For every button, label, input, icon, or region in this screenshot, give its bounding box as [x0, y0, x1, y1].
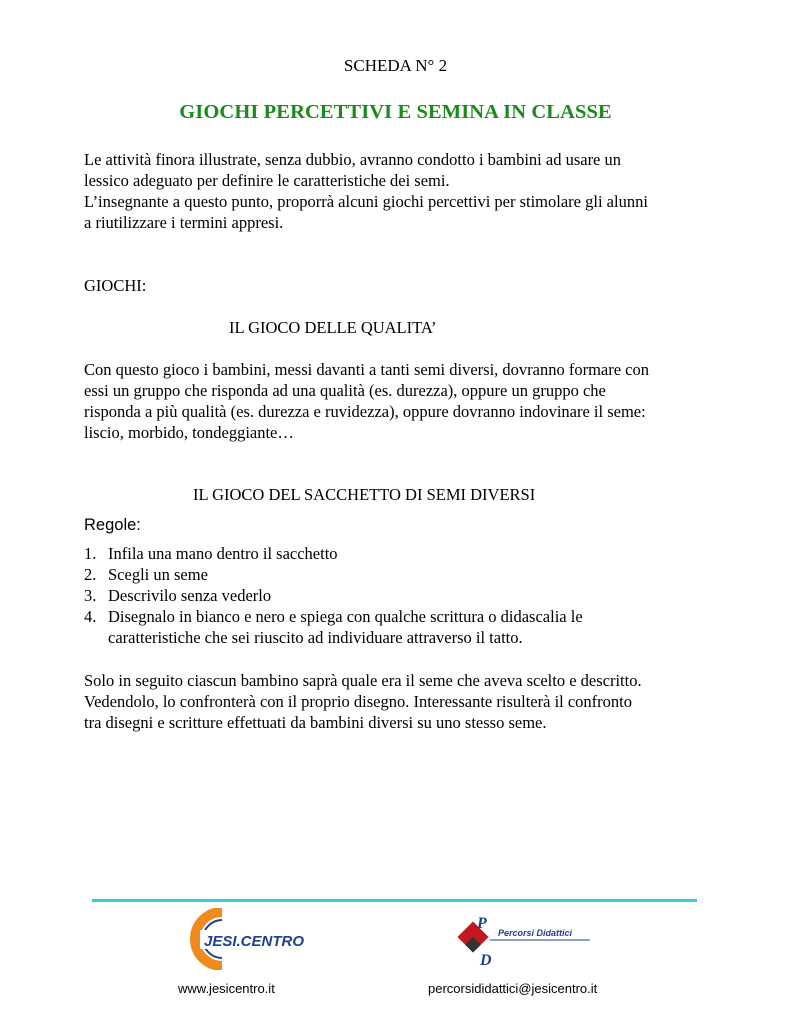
game1-line: Con questo gioco i bambini, messi davanti a tanti semi diversi, dovranno formare con [84, 360, 650, 379]
closing-line: Solo in seguito ciascun bambino saprà quale era il seme che aveva scelto e descritto. [84, 671, 642, 690]
rule-number: 1. [84, 544, 97, 563]
intro-line: Le attività finora illustrate, senza dubbio, avranno condotto i bambini ad usare un [84, 150, 622, 169]
closing-line: Vedendolo, lo confronterà con il proprio disegno. Interessante risulterà il confronto [84, 692, 633, 711]
rule-text: Disegnalo in bianco e nero e spiega con qualche scrittura o didascalia le [108, 607, 583, 626]
game1-line: risponda a più qualità (es. durezza e ruvidezza), oppure dovranno indovinare il seme: [84, 402, 646, 421]
closing-line: tra disegni e scritture effettuati da bambini diversi su uno stesso seme. [84, 713, 547, 732]
website-link[interactable]: www.jesicentro.it [178, 981, 275, 996]
game1-line: liscio, morbido, tondeggiante… [84, 423, 294, 442]
intro-line: lessico adeguato per definire le caratteristiche dei semi. [84, 171, 450, 190]
logo-letter-d: D [480, 952, 492, 969]
section-label: GIOCHI: [84, 276, 147, 295]
jesicentro-logo [184, 908, 314, 970]
rules-label: Regole: [84, 516, 141, 534]
rule-number: 4. [84, 607, 97, 626]
rule-text: Scegli un seme [108, 565, 208, 584]
footer-divider [92, 899, 697, 902]
rule-text: Infila una mano dentro il sacchetto [108, 544, 338, 563]
sheet-number: SCHEDA N° 2 [343, 56, 448, 75]
game1-line: essi un gruppo che risponda ad una qualità (es. durezza), oppure un gruppo che [84, 381, 606, 400]
percorsi-didattici-logo [450, 910, 600, 970]
logo-letter-p: P [477, 915, 487, 932]
jesicentro-logo-text: JESI.CENTRO [204, 933, 305, 950]
rule-number: 2. [84, 565, 97, 584]
logo-caption: Percorsi Didattici [498, 928, 573, 938]
page-title: GIOCHI PERCETTIVI E SEMINA IN CLASSE [179, 101, 612, 123]
rule-text: Descrivilo senza vederlo [108, 586, 272, 605]
game2-title: IL GIOCO DEL SACCHETTO DI SEMI DIVERSI [193, 485, 536, 504]
intro-line: a riutilizzare i termini appresi. [84, 213, 284, 232]
game1-title: IL GIOCO DELLE QUALITA’ [229, 318, 437, 337]
rule-number: 3. [84, 586, 97, 605]
intro-line: L’insegnante a questo punto, proporrà alcuni giochi percettivi per stimolare gli alunni [84, 192, 648, 211]
email-link[interactable]: percorsididattici@jesicentro.it [428, 981, 598, 996]
rule-text: caratteristiche che sei riuscito ad individuare attraverso il tatto. [108, 628, 523, 647]
